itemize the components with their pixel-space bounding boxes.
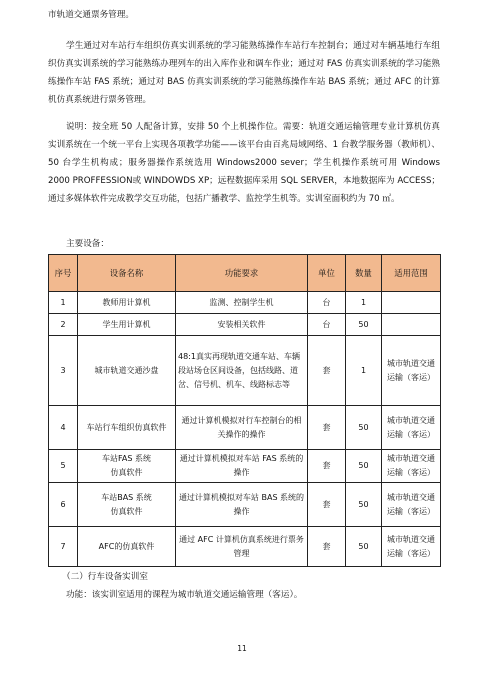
- paragraph-explanation: 说明：按全班 50 人配备计算，安排 50 个上机操作位。需要：轨道交通运输管理专业计算机仿真实训系统在一个统一平台上实现各项教学功能——该平台由百兆局域网络、1 台教学服务器（教师机）、50 台学生机构成；服务器操作系统选用 Windows2000 sever；学生机操作系统可用 Windows 2000 PROFFESSION或 WINDOWDS XP；远程数据库采用 SQL SERVER，本地数据库为 ACCESS；通过多媒体软件完成教学交互功能，包括广播教学、监控学生机等。实训室面积约为 70 ㎡。: [48, 122, 440, 204]
- cell-device-name: 教师用计算机: [78, 292, 176, 314]
- cell-index: 5: [49, 450, 78, 483]
- header-unit: 单位: [308, 255, 346, 292]
- cell-scope: 城市轨道交通运输（客运）: [382, 483, 441, 527]
- table-row: [49, 406, 441, 450]
- table-row: [49, 527, 441, 567]
- table-row: [49, 336, 441, 406]
- paragraph-intro-end: 市轨道交通票务管理。: [48, 10, 134, 20]
- header-device-name: 设备名称: [78, 255, 176, 292]
- cell-quantity: 50: [346, 450, 382, 483]
- cell-index: 3: [49, 336, 78, 406]
- header-quantity: 数量: [346, 255, 382, 292]
- equipment-table: [48, 254, 441, 567]
- cell-scope: [382, 292, 441, 314]
- cell-function: 通过计算机模拟对车站 FAS 系统的操作: [176, 450, 308, 483]
- cell-unit: 套: [308, 450, 346, 483]
- cell-device-name: 车站BAS 系统 仿真软件: [78, 483, 176, 527]
- cell-unit: 台: [308, 314, 346, 336]
- cell-device-name: 车站行车组织仿真软件: [78, 406, 176, 450]
- cell-quantity: 50: [346, 483, 382, 527]
- cell-device-name: 车站FAS 系统 仿真软件: [78, 450, 176, 483]
- cell-index: 6: [49, 483, 78, 527]
- cell-index: 4: [49, 406, 78, 450]
- cell-device-name: 学生用计算机: [78, 314, 176, 336]
- cell-index: 1: [49, 292, 78, 314]
- cell-device-name: AFC的仿真软件: [78, 527, 176, 567]
- cell-function: 通过计算机模拟对车站 BAS 系统的操作: [176, 483, 308, 527]
- cell-index: 7: [49, 527, 78, 567]
- paragraph-learning-goals: 学生通过对车站行车组织仿真实训系统的学习能熟练操作车站行车控制台；通过对车辆基地行车组织仿真实训系统的学习能熟练办理列车的出入库作业和调车作业；通过对 FAS 仿真实训系统的学习能熟练操作车站 FAS 系统；通过对 BAS 仿真实训系统的学习能熟练操作车站 BAS 系统；通过 AFC 的计算机仿真系统进行票务管理。: [48, 41, 440, 105]
- header-function: 功能要求: [176, 255, 308, 292]
- cell-unit: 套: [308, 406, 346, 450]
- cell-unit: 套: [308, 483, 346, 527]
- cell-scope: 城市轨道交通运输（客运）: [382, 336, 441, 406]
- cell-scope: 城市轨道交通运输（客运）: [382, 406, 441, 450]
- cell-scope: 城市轨道交通运输（客运）: [382, 450, 441, 483]
- cell-device-name: 城市轨道交通沙盘: [78, 336, 176, 406]
- table-header-row: [49, 255, 441, 292]
- section-heading: （二）行车设备实训室: [62, 572, 148, 582]
- cell-quantity: 1: [346, 292, 382, 314]
- cell-quantity: 50: [346, 406, 382, 450]
- cell-function: 通过 AFC 计算机仿真系统进行票务管理: [176, 527, 308, 567]
- cell-function: 通过计算机模拟对行车控制台的相关操作的操作: [176, 406, 308, 450]
- cell-scope: 城市轨道交通运输（客运）: [382, 527, 441, 567]
- cell-unit: 套: [308, 336, 346, 406]
- header-scope: 适用范围: [382, 255, 441, 292]
- section-function-text: 功能：该实训室适用的课程为城市轨道交通运输管理（客运）。: [66, 590, 303, 600]
- table-row: [49, 314, 441, 336]
- page-number: 11: [237, 644, 247, 653]
- header-index: 序号: [49, 255, 78, 292]
- cell-index: 2: [49, 314, 78, 336]
- table-row: [49, 483, 441, 527]
- table-row: [49, 450, 441, 483]
- cell-function: 安装相关软件: [176, 314, 308, 336]
- cell-quantity: 50: [346, 527, 382, 567]
- cell-unit: 台: [308, 292, 346, 314]
- table-row: [49, 292, 441, 314]
- cell-function: 48:1真实再现轨道交通车站、车辆段站场仓区间设备，包括线路、道岔、信号机、机车、线路标志等: [176, 336, 308, 406]
- cell-quantity: 50: [346, 314, 382, 336]
- cell-unit: 套: [308, 527, 346, 567]
- cell-function: 监测、控制学生机: [176, 292, 308, 314]
- equipment-list-title: 主要设备：: [66, 239, 109, 249]
- cell-quantity: 1: [346, 336, 382, 406]
- cell-scope: [382, 314, 441, 336]
